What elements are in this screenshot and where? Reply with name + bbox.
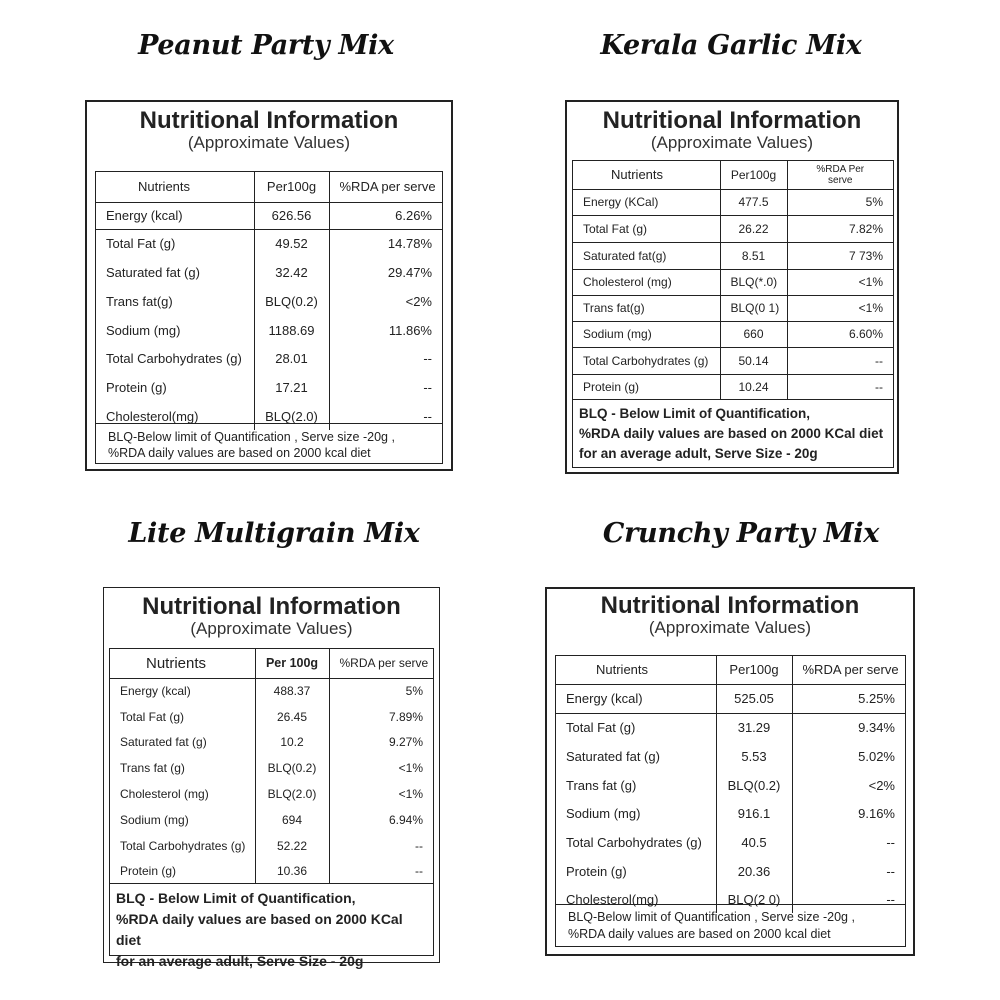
per100g-value: 660 <box>720 321 787 347</box>
nutrition-table <box>572 160 894 468</box>
table-header-row <box>96 172 442 202</box>
rda-value: 5% <box>329 678 433 704</box>
per100g-value: 50.14 <box>720 347 787 374</box>
rda-value: 9.27% <box>329 729 433 755</box>
nutrition-grid <box>556 656 905 913</box>
nutrient-name: Trans fat(g) <box>106 294 173 309</box>
column-header-nutrients: Nutrients <box>96 172 254 202</box>
per100g-value: BLQ(2 0) <box>716 885 792 913</box>
per100g-value: 1188.69 <box>254 316 329 344</box>
nutrient-name: Cholesterol(mg) <box>566 891 659 907</box>
nutrition-label-peanut-party-mix <box>85 100 453 471</box>
rda-value: 7.89% <box>329 704 433 729</box>
footnote-line: %RDA daily values are based on 2000 kcal diet <box>568 927 831 941</box>
rda-value: -- <box>792 885 905 913</box>
nutrient-name: Energy (kcal) <box>566 691 643 706</box>
table-row <box>110 678 433 704</box>
table-row <box>96 202 442 229</box>
per100g-value: 10.36 <box>255 859 329 883</box>
label-subheading: (Approximate Values) <box>648 618 812 638</box>
table-row <box>573 215 893 242</box>
table-row <box>110 729 433 755</box>
per100g-value: 28.01 <box>254 344 329 373</box>
table-row <box>96 373 442 402</box>
label-footnote <box>556 904 905 946</box>
rda-value: 7.82% <box>787 215 893 242</box>
rda-value: -- <box>329 402 442 430</box>
footnote-line: BLQ-Below limit of Quantification , Serve size -20g , <box>108 430 395 444</box>
table-row <box>110 755 433 781</box>
table-row <box>96 344 442 373</box>
rda-value: 5.02% <box>792 742 905 771</box>
nutrition-table <box>555 655 906 947</box>
footnote-line: %RDA daily values are based on 2000 KCal diet <box>116 911 403 948</box>
product-title-kerala-garlic-mix: Kerala Garlic Mix <box>600 30 862 61</box>
rda-value: -- <box>787 347 893 374</box>
footnote-line: %RDA daily values are based on 2000 kcal diet <box>108 446 371 460</box>
rda-value: 9.16% <box>792 799 905 828</box>
label-heading: Nutritional Information <box>142 593 401 620</box>
table-row <box>573 242 893 269</box>
rda-value: -- <box>792 857 905 885</box>
nutrient-name: Total Carbohydrates (g) <box>120 839 246 853</box>
table-row <box>110 833 433 859</box>
nutrient-name: Saturated fat(g) <box>573 242 720 269</box>
table-row <box>110 781 433 807</box>
table-row <box>556 742 905 771</box>
nutrient-name: Total Fat (g) <box>556 713 716 742</box>
table-row <box>96 258 442 287</box>
footnote-line: %RDA daily values are based on 2000 KCal diet <box>579 426 884 441</box>
nutrient-name: Total Carbohydrates (g) <box>573 347 720 374</box>
nutrient-name: Saturated fat (g) <box>120 735 207 749</box>
column-header-per100g: Per 100g <box>255 649 329 678</box>
label-heading-block <box>104 594 439 640</box>
nutrient-name: Trans fat(g) <box>573 295 720 321</box>
nutrient-name: Cholesterol (mg) <box>120 787 209 801</box>
table-row <box>573 321 893 347</box>
rda-value: 11.86% <box>329 316 442 344</box>
label-heading: Nutritional Information <box>139 107 399 134</box>
nutrition-grid <box>573 161 893 400</box>
table-row <box>110 704 433 729</box>
table-row <box>556 828 905 857</box>
nutrient-name: Cholesterol(mg) <box>106 408 199 424</box>
rda-value: <1% <box>787 295 893 321</box>
nutrition-label-lite-multigrain-mix <box>103 587 440 969</box>
column-header-nutrients: Nutrients <box>573 161 720 189</box>
label-subheading: (Approximate Values) <box>187 133 351 153</box>
rda-value: -- <box>329 373 442 402</box>
nutrition-label-kerala-garlic-mix <box>565 100 899 474</box>
nutrient-name: Trans fat (g) <box>120 761 185 775</box>
column-header-rda: %RDA per serve <box>329 649 433 678</box>
table-row <box>573 374 893 400</box>
nutrient-name: Trans fat (g) <box>566 777 637 793</box>
nutrient-name: Protein (g) <box>120 864 177 878</box>
rda-value: 5.25% <box>792 684 905 713</box>
nutrient-name: Sodium (mg) <box>566 806 641 821</box>
label-footnote <box>573 399 893 467</box>
per100g-value: BLQ(0.2) <box>255 755 329 781</box>
rda-value: -- <box>329 344 442 373</box>
nutrient-name: Total Carbohydrates (g) <box>106 351 242 366</box>
per100g-value: 8.51 <box>720 242 787 269</box>
table-row <box>110 859 433 883</box>
column-header-rda: %RDA per serve <box>792 656 905 684</box>
nutrient-name: Saturated fat (g) <box>566 749 660 764</box>
rda-value: <1% <box>329 781 433 807</box>
per100g-value: BLQ(*.0) <box>720 269 787 295</box>
per100g-value: 916.1 <box>716 799 792 828</box>
nutrient-name: Total Fat (g) <box>96 229 254 258</box>
table-header-row <box>556 656 905 684</box>
label-heading-block <box>547 593 913 639</box>
rda-value: <1% <box>329 755 433 781</box>
nutrient-name: Sodium (mg) <box>106 322 181 338</box>
nutrient-name: Protein (g) <box>106 380 167 395</box>
table-row <box>110 807 433 833</box>
per100g-value: 10.2 <box>255 729 329 755</box>
rda-value: 5% <box>787 189 893 215</box>
nutrient-name: Total Carbohydrates (g) <box>566 835 702 850</box>
table-row <box>573 347 893 374</box>
nutrition-table <box>95 171 443 464</box>
column-header-nutrients: Nutrients <box>556 656 716 684</box>
per100g-value: 31.29 <box>716 713 792 742</box>
table-row <box>573 295 893 321</box>
product-title-peanut-party-mix: Peanut Party Mix <box>138 30 394 61</box>
rda-value: 6.60% <box>787 321 893 347</box>
rda-value: 6.94% <box>329 807 433 833</box>
per100g-value: BLQ(2.0) <box>254 402 329 430</box>
footnote-line: BLQ-Below limit of Quantification , Serve size -20g , <box>568 910 855 924</box>
per100g-value: 525.05 <box>716 684 792 713</box>
column-header-per100g: Per100g <box>720 161 787 189</box>
nutrient-name: Energy (kcal) <box>106 208 183 223</box>
nutrient-name: Energy (KCal) <box>573 189 720 215</box>
per100g-value: 49.52 <box>254 229 329 258</box>
rda-value: <1% <box>787 269 893 295</box>
nutrient-name: Cholesterol (mg) <box>573 269 720 295</box>
per100g-value: 40.5 <box>716 828 792 857</box>
nutrient-name: Sodium (mg) <box>120 813 189 827</box>
nutrition-table <box>109 648 434 969</box>
footnote-line: BLQ - Below Limit of Quantification, <box>579 406 810 421</box>
per100g-value: 5.53 <box>716 742 792 771</box>
per100g-value: BLQ(0 1) <box>720 295 787 321</box>
label-heading-block <box>87 108 451 154</box>
per100g-value: BLQ(0.2) <box>716 771 792 799</box>
table-row <box>573 269 893 295</box>
per100g-value: 20.36 <box>716 857 792 885</box>
label-heading: Nutritional Information <box>600 592 860 619</box>
rda-value: 9.34% <box>792 713 905 742</box>
label-heading: Nutritional Information <box>602 107 862 134</box>
column-header-rda: %RDA Per serve <box>787 161 893 189</box>
rda-value: -- <box>787 374 893 400</box>
table-row <box>96 316 442 344</box>
label-subheading: (Approximate Values) <box>190 619 353 639</box>
nutrition-grid <box>110 649 433 883</box>
nutrition-grid <box>96 172 442 430</box>
per100g-value: 32.42 <box>254 258 329 287</box>
per100g-value: 477.5 <box>720 189 787 215</box>
table-row <box>556 713 905 742</box>
table-row <box>556 771 905 799</box>
footnote-line: for an average adult, Serve Size - 20g <box>579 446 818 461</box>
per100g-value: 52.22 <box>255 833 329 859</box>
per100g-value: BLQ(0.2) <box>254 287 329 316</box>
rda-value: -- <box>792 828 905 857</box>
table-row <box>556 799 905 828</box>
per100g-value: 626.56 <box>254 202 329 229</box>
nutrient-name: Protein (g) <box>583 380 640 395</box>
rda-value: <2% <box>329 287 442 316</box>
table-row <box>556 684 905 713</box>
table-header-row <box>573 161 893 189</box>
nutrient-name: Protein (g) <box>566 863 627 879</box>
label-footnote <box>96 423 442 463</box>
nutrient-name: Total Fat (g) <box>120 709 185 724</box>
table-row <box>96 229 442 258</box>
per100g-value: 694 <box>255 807 329 833</box>
rda-value: 14.78% <box>329 229 442 258</box>
per100g-value: 17.21 <box>254 373 329 402</box>
label-heading-block <box>567 108 897 154</box>
per100g-value: BLQ(2.0) <box>255 781 329 807</box>
rda-value: -- <box>329 859 433 883</box>
table-header-row <box>110 649 433 678</box>
footnote-line: BLQ - Below Limit of Quantification, <box>116 890 356 906</box>
column-header-rda: %RDA per serve <box>329 172 442 202</box>
product-title-crunchy-party-mix: Crunchy Party Mix <box>602 518 880 549</box>
label-footnote <box>110 883 433 969</box>
nutrient-name: Energy (kcal) <box>120 684 191 699</box>
per100g-value: 26.22 <box>720 215 787 242</box>
nutrient-name: Total Fat (g) <box>573 215 720 242</box>
product-title-lite-multigrain-mix: Lite Multigrain Mix <box>128 518 420 549</box>
label-subheading: (Approximate Values) <box>650 133 814 153</box>
per100g-value: 10.24 <box>720 374 787 400</box>
column-header-nutrients: Nutrients <box>110 649 255 678</box>
rda-value: <2% <box>792 771 905 799</box>
per100g-value: 488.37 <box>255 678 329 704</box>
table-row <box>556 857 905 885</box>
nutrition-label-crunchy-party-mix <box>545 587 915 956</box>
table-row <box>573 189 893 215</box>
rda-value: 29.47% <box>329 258 442 287</box>
rda-value: 7 73% <box>787 242 893 269</box>
table-row <box>96 287 442 316</box>
rda-value: 6.26% <box>329 202 442 229</box>
column-header-per100g: Per100g <box>254 172 329 202</box>
column-header-per100g: Per100g <box>716 656 792 684</box>
footnote-line: for an average adult, Serve Size - 20g <box>116 953 364 969</box>
rda-value: -- <box>329 833 433 859</box>
nutrient-name: Sodium (mg) <box>573 321 720 347</box>
nutrient-name: Saturated fat (g) <box>106 265 200 280</box>
per100g-value: 26.45 <box>255 704 329 729</box>
